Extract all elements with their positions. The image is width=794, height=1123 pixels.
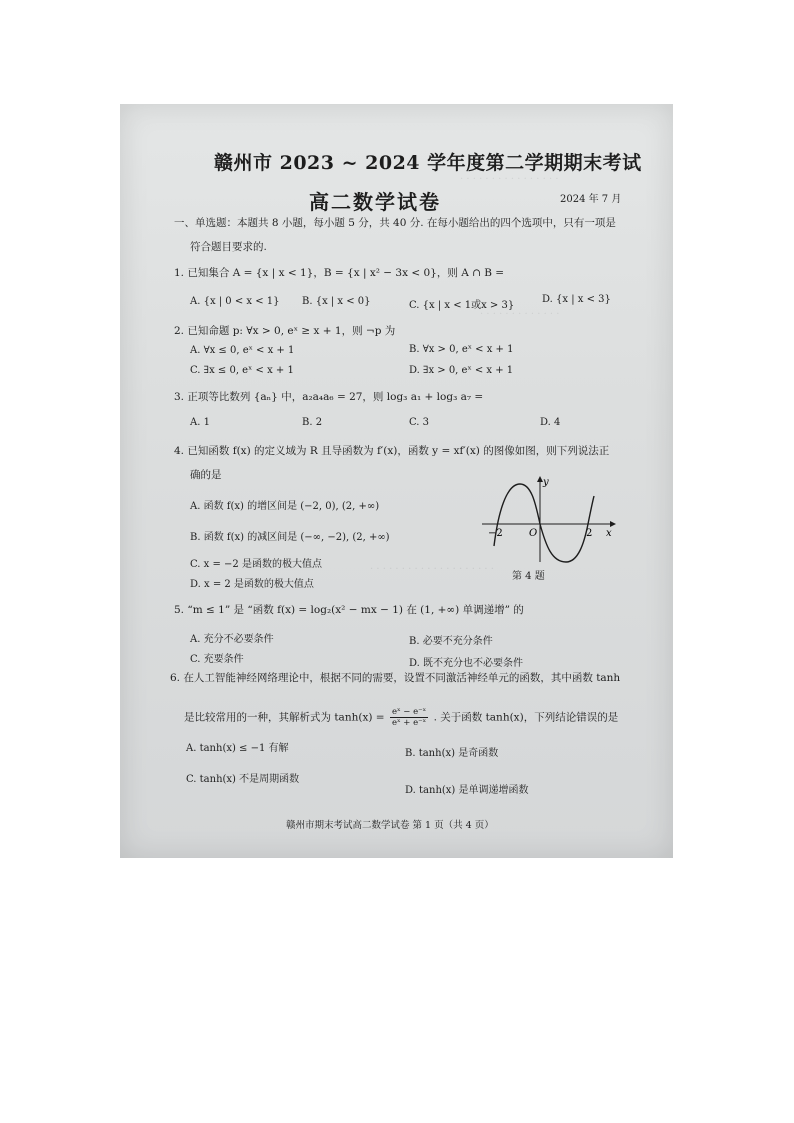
x-axis-label: x	[606, 528, 612, 539]
bleed-through-text: · · · · · · · · · · · · ·	[480, 309, 560, 320]
question-2-stem: 2. 已知命题 p: ∀x > 0, eˣ ≥ x + 1，则 ¬p 为	[174, 325, 396, 337]
question-4-option-a: A. 函数 f(x) 的增区间是 (−2, 0), (2, +∞)	[190, 501, 380, 512]
question-6-option-a: A. tanh(x) ≤ −1 有解	[186, 743, 289, 754]
question-1-option-c: C. {x | x < 1或x > 3}	[409, 300, 515, 311]
page-footer: 赣州市期末考试高二数学试卷 第 1 页（共 4 页）	[286, 820, 494, 831]
question-3-option-d: D. 4	[540, 417, 561, 428]
question-5-stem: 5. “m ≤ 1” 是 “函数 f(x) = log₂(x² − mx − 1) 在 (1, +∞) 单调递增” 的	[174, 604, 524, 616]
question-6-stem: 6. 在人工智能神经网络理论中，根据不同的需要，设置不同激活神经单元的函数，其中函数 tanh	[170, 672, 621, 684]
tick-label-2: 2	[586, 528, 593, 539]
question-5-option-a: A. 充分不必要条件	[190, 634, 274, 645]
question-2-option-c: C. ∃x ≤ 0, eˣ < x + 1	[190, 365, 294, 376]
question-3-option-c: C. 3	[409, 417, 430, 428]
y-axis-label: y	[543, 477, 549, 488]
tanh-fraction-denominator: eˣ + e⁻ˣ	[391, 718, 427, 728]
question-3-option-b: B. 2	[302, 417, 323, 428]
tanh-fraction-numerator: eˣ − e⁻ˣ	[391, 707, 427, 717]
tick-label-neg2: −2	[488, 528, 503, 539]
question-6-stem-post: . 关于函数 tanh(x)，下列结论错误的是	[433, 711, 619, 724]
x-axis-arrow-icon	[610, 521, 616, 527]
question-1-option-a: A. {x | 0 < x < 1}	[190, 296, 280, 307]
question-3-option-a: A. 1	[190, 417, 210, 428]
question-5-option-c: C. 充要条件	[190, 654, 244, 665]
origin-label: O	[529, 528, 538, 539]
question-6-option-b: B. tanh(x) 是奇函数	[405, 748, 499, 759]
question-4-stem-cont: 确的是	[190, 469, 222, 481]
question-6-stem-pre: 是比较常用的一种，其解析式为 tanh(x) =	[184, 711, 385, 724]
bleed-through-text: · · · · · · · · · · · · · · · ·	[460, 174, 559, 185]
question-6-stem-cont	[184, 707, 618, 728]
question-3-stem: 3. 正项等比数列 {aₙ} 中，a₂a₄a₆ = 27，则 log₃ a₁ + log₃ a₇ =	[174, 391, 484, 403]
question-5-option-b: B. 必要不充分条件	[409, 636, 493, 647]
question-6-option-d: D. tanh(x) 是单调递增函数	[405, 785, 529, 796]
question-4-option-b: B. 函数 f(x) 的减区间是 (−∞, −2), (2, +∞)	[190, 532, 390, 543]
question-1-option-d: D. {x | x < 3}	[542, 294, 611, 305]
exam-title: 赣州市 2023 ~ 2024 学年度第二学期期末考试	[214, 152, 642, 174]
question-2-option-b: B. ∀x > 0, eˣ < x + 1	[409, 344, 514, 355]
question-2-option-d: D. ∃x > 0, eˣ < x + 1	[409, 365, 514, 376]
question-4-figure-caption: 第 4 题	[512, 571, 545, 582]
question-4-option-d: D. x = 2 是函数的极大值点	[190, 579, 314, 590]
section-heading: 一、单选题：本题共 8 小题，每小题 5 分，共 40 分. 在每小题给出的四个选项中，只有一项是	[174, 217, 616, 229]
exam-photo	[120, 104, 673, 858]
tanh-fraction	[390, 707, 428, 728]
question-4-figure	[480, 474, 620, 566]
question-1-stem: 1. 已知集合 A = {x | x < 1}，B = {x | x² − 3x < 0}，则 A ∩ B =	[174, 267, 505, 279]
question-6-option-c: C. tanh(x) 不是周期函数	[186, 774, 300, 785]
exam-subtitle: 高二数学试卷	[309, 190, 441, 214]
question-4-stem: 4. 已知函数 f(x) 的定义域为 R 且导函数为 f′(x)，函数 y = xf′(x) 的图像如图，则下列说法正	[174, 445, 610, 457]
curve-y-xfprime	[494, 484, 594, 562]
section-heading-cont: 符合题目要求的.	[190, 241, 267, 253]
bleed-through-text: · · · · · · · · · · · · · · · · · · · ·	[370, 564, 494, 575]
question-5-option-d: D. 既不充分也不必要条件	[409, 658, 524, 669]
question-4-option-c: C. x = −2 是函数的极大值点	[190, 559, 322, 570]
exam-date: 2024 年 7 月	[560, 194, 622, 205]
question-2-option-a: A. ∀x ≤ 0, eˣ < x + 1	[190, 345, 295, 356]
question-1-option-b: B. {x | x < 0}	[302, 296, 371, 307]
